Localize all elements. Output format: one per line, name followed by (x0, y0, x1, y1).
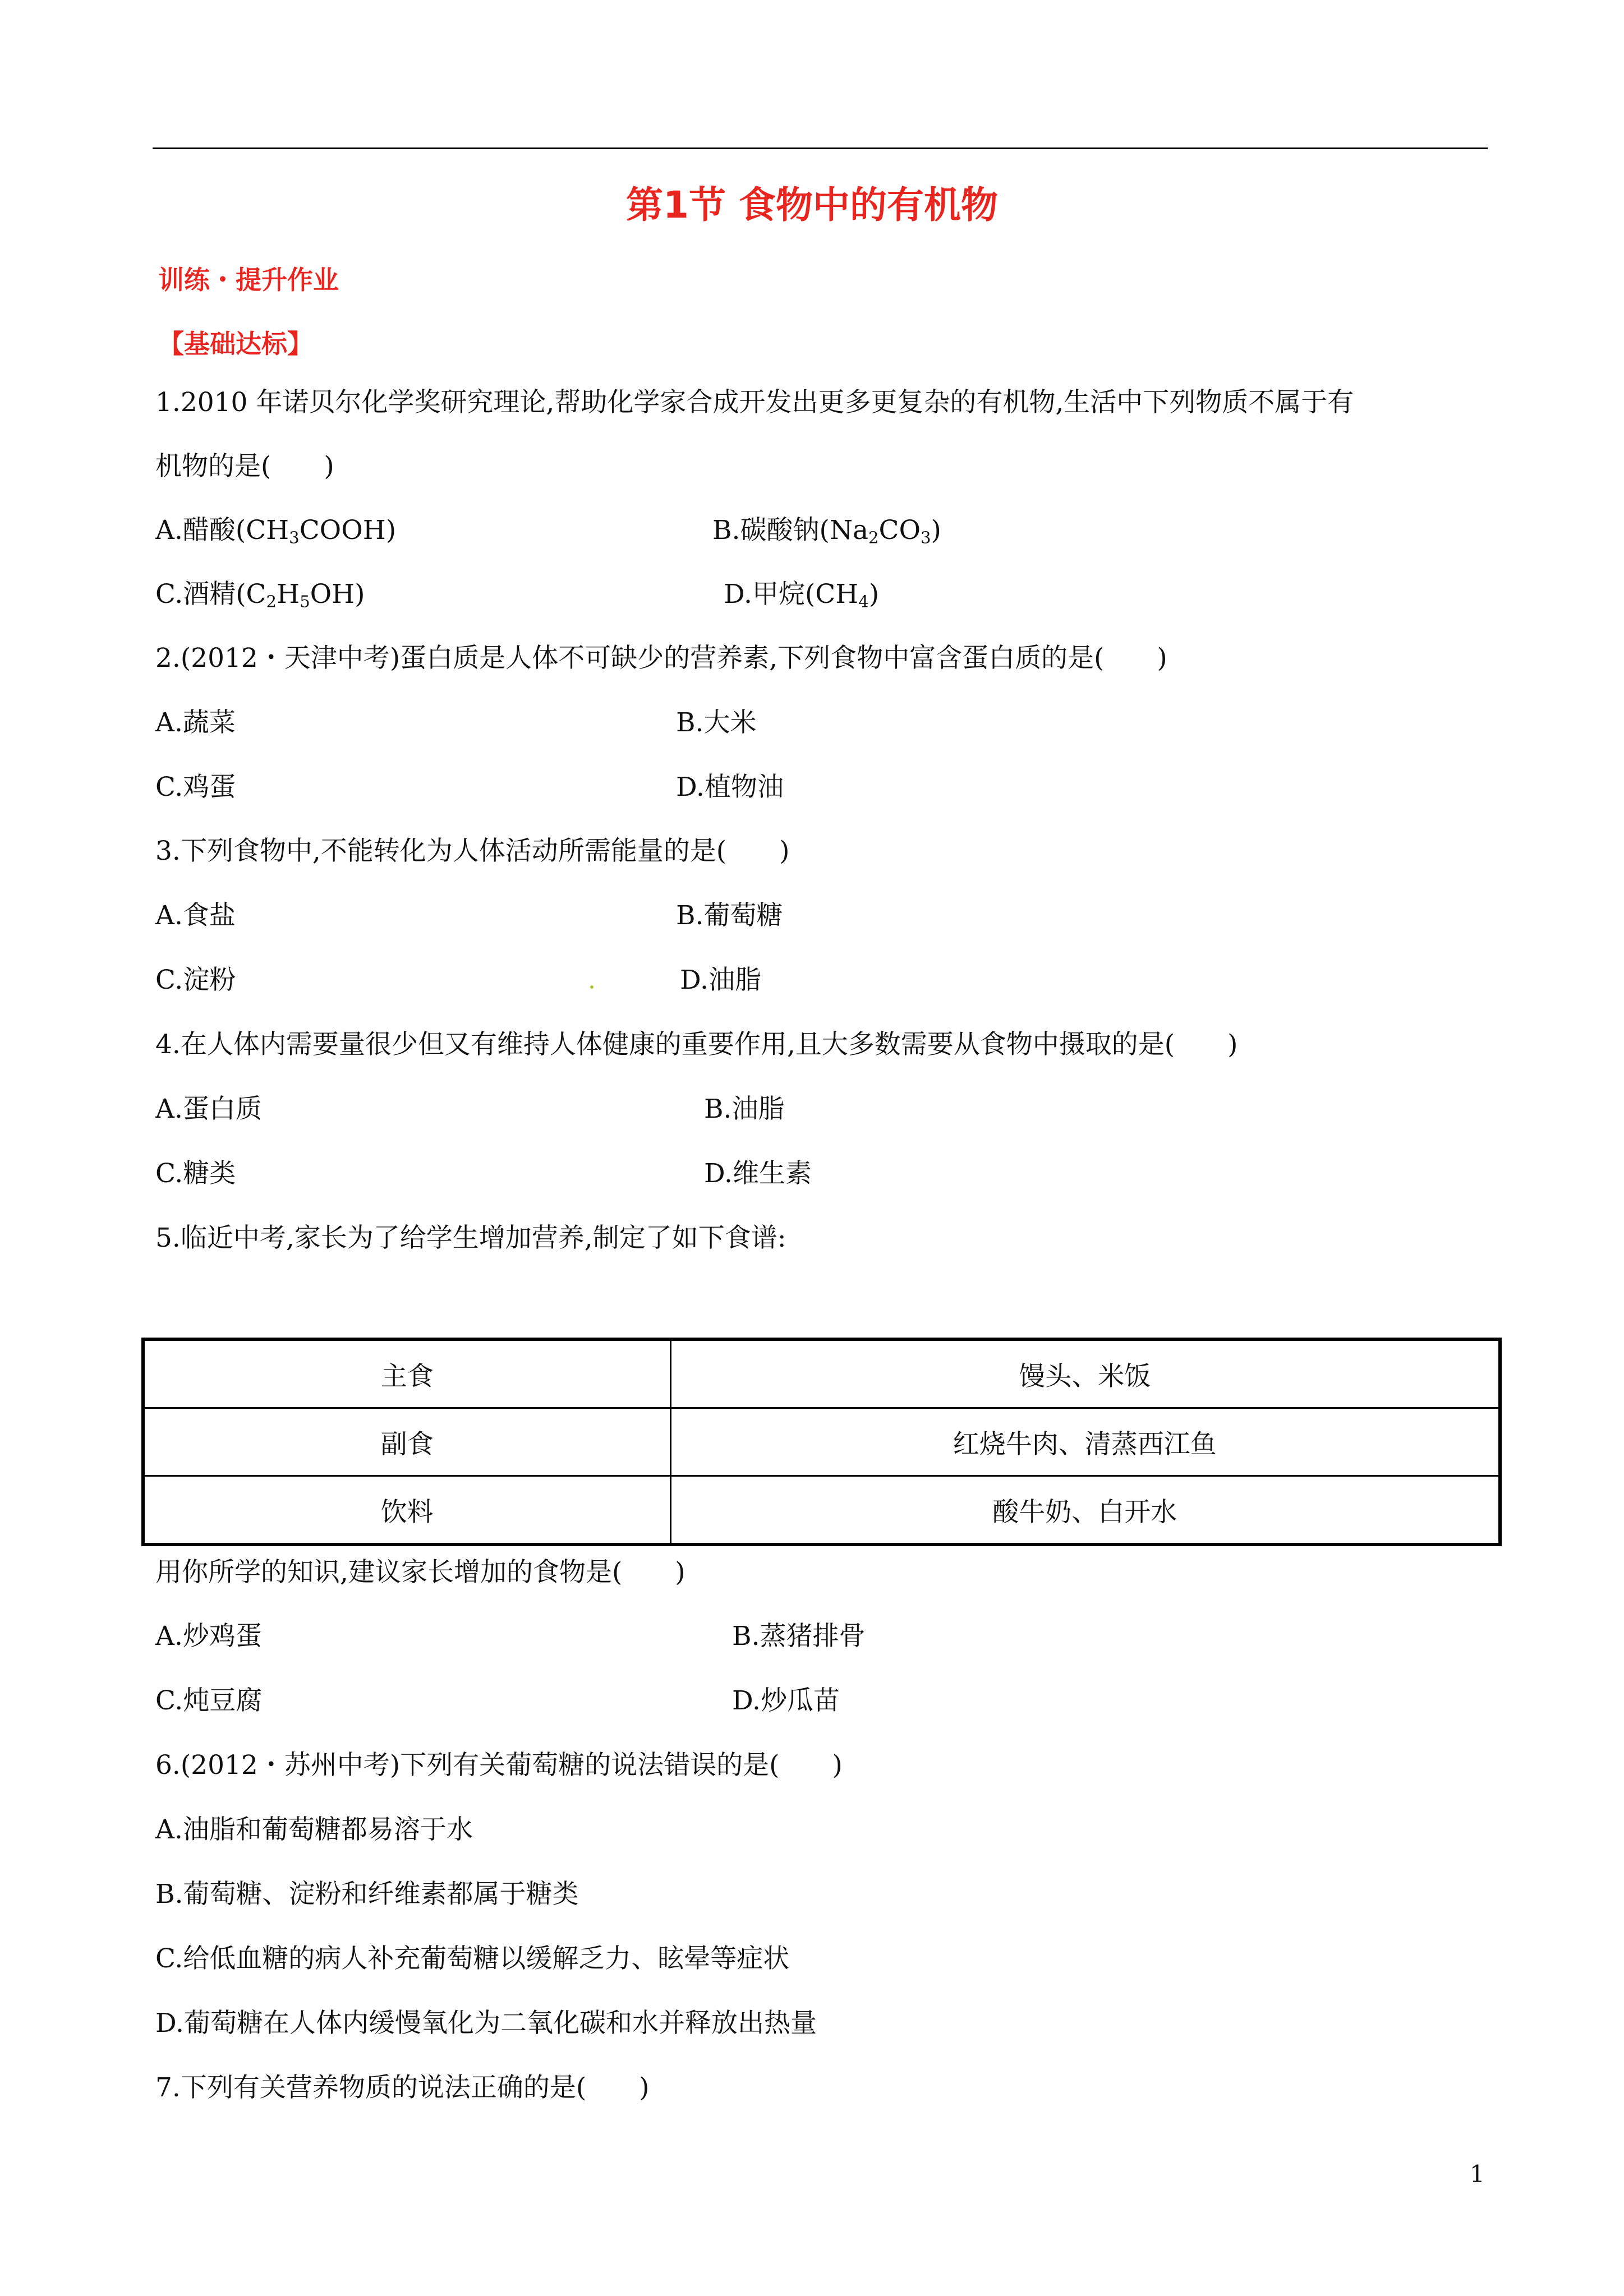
question-5-option-c: C.炖豆腐 (155, 1685, 263, 1716)
table-cell: 副食 (143, 1408, 670, 1476)
question-5-option-d: D.炒瓜苗 (732, 1685, 840, 1716)
question-4-option-c: C.糖类 (155, 1158, 236, 1189)
table-cell: 馒头、米饭 (670, 1339, 1500, 1408)
question-4-option-d: D.维生素 (704, 1158, 812, 1189)
question-4-option-b: B.油脂 (704, 1094, 785, 1124)
question-5-option-a: A.炒鸡蛋 (155, 1621, 262, 1652)
question-2-option-d: D.植物油 (676, 772, 784, 803)
section-label: 训练・提升作业 (158, 265, 339, 295)
question-1-option-b: B.碳酸钠$(Na_2CO_3)$ (712, 515, 941, 547)
subsection-label: 【基础达标】 (158, 329, 313, 359)
question-1-option-a: A.醋酸$(CH_3COOH)$ (155, 515, 397, 547)
question-4-option-a: A.蛋白质 (155, 1094, 262, 1124)
question-5-follow: 用你所学的知识,建议家长增加的食物是( ) (155, 1557, 686, 1588)
question-3-option-b: B.葡萄糖 (676, 900, 783, 931)
question-6-option-c: C.给低血糖的病人补充葡萄糖以缓解乏力、眩晕等症状 (155, 1943, 790, 1974)
question-3-stem: 3.下列食物中,不能转化为人体活动所需能量的是( ) (155, 836, 790, 866)
question-4-stem: 4.在人体内需要量很少但又有维持人体健康的重要作用,且大多数需要从食物中摄取的是( ) (155, 1029, 1238, 1060)
question-6-stem: 6.(2012・苏州中考)下列有关葡萄糖的说法错误的是( ) (155, 1750, 843, 1781)
table-cell: 红烧牛肉、清蒸西江鱼 (670, 1408, 1500, 1476)
question-6-option-a: A.油脂和葡萄糖都易溶于水 (155, 1814, 473, 1845)
page-number: 1 (1470, 2160, 1485, 2188)
question-3-option-d: D.油脂 (680, 965, 761, 995)
header-rule (153, 147, 1488, 149)
question-2-option-a: A.蔬菜 (155, 707, 236, 738)
table-cell: 主食 (143, 1339, 670, 1408)
question-3-option-a: A.食盐 (155, 900, 236, 931)
recipe-table (141, 1338, 1502, 1546)
table-row (143, 1339, 1500, 1408)
page-title: 第1节 食物中的有机物 (626, 183, 998, 227)
question-2-option-b: B.大米 (676, 707, 757, 738)
question-3-option-c: C.淀粉 (155, 965, 236, 995)
question-2-stem: 2.(2012・天津中考)蛋白质是人体不可缺少的营养素,下列食物中富含蛋白质的是( ) (155, 643, 1167, 674)
question-6-option-d: D.葡萄糖在人体内缓慢氧化为二氧化碳和水并释放出热量 (155, 2008, 817, 2039)
question-1-line-2: 机物的是( ) (155, 451, 334, 482)
table-cell: 酸牛奶、白开水 (670, 1476, 1500, 1545)
stray-mark (590, 985, 594, 989)
question-7-stem: 7.下列有关营养物质的说法正确的是( ) (155, 2072, 650, 2103)
question-6-option-b: B.葡萄糖、淀粉和纤维素都属于糖类 (155, 1879, 579, 1910)
question-2-option-c: C.鸡蛋 (155, 772, 236, 803)
table-row (143, 1476, 1500, 1545)
table-cell: 饮料 (143, 1476, 670, 1545)
question-5-option-b: B.蒸猪排骨 (732, 1621, 866, 1652)
question-1-option-d: D.甲烷$(CH_4)$ (724, 579, 880, 611)
question-1-line-1: 1.2010 年诺贝尔化学奖研究理论,帮助化学家合成开发出更多更复杂的有机物,生活中下列物质不属于有 (155, 387, 1354, 418)
table-row (143, 1408, 1500, 1476)
question-5-stem: 5.临近中考,家长为了给学生增加营养,制定了如下食谱: (155, 1223, 786, 1253)
question-1-option-c: C.酒精$(C_2H_5OH)$ (155, 579, 365, 611)
